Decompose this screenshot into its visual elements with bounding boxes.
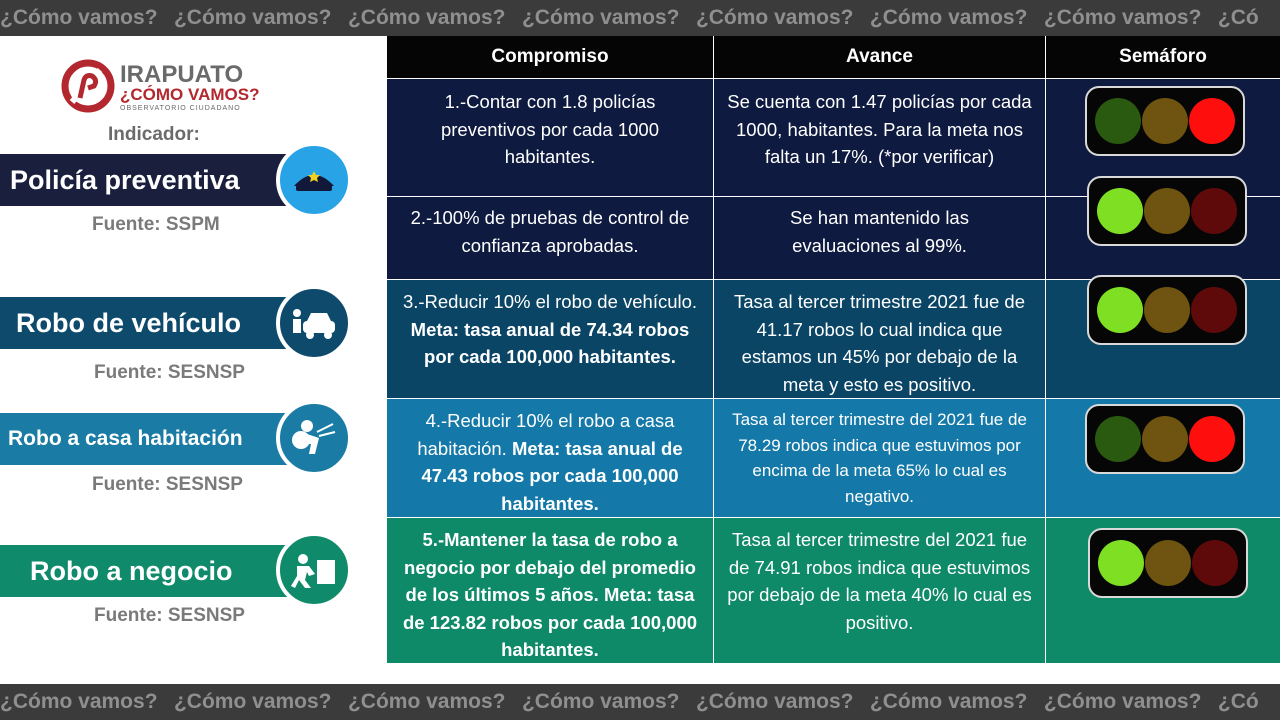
yellow-lamp-icon xyxy=(1144,188,1190,234)
cell-avance: Tasa al tercer trimestre del 2021 fue de 74.91 robos indica que estuvimos por debajo de la meta 40% lo cual es positivo. xyxy=(727,529,1032,633)
indicator-label-casa xyxy=(0,413,296,465)
indicator-label-negocio xyxy=(0,545,300,597)
column-divider xyxy=(1045,36,1046,663)
commitments-table xyxy=(387,36,1280,663)
cell-compromiso: 4.-Reducir 10% el robo a casa habitación. Meta: tasa anual de 47.43 robos por cada 100,000 habitantes. xyxy=(417,410,683,514)
irapuato-logo xyxy=(60,58,260,118)
banner-text: ¿Cómo vamos? xyxy=(0,6,158,29)
cell-avance: Se cuenta con 1.47 policías por cada 1000, habitantes. Para la meta nos falta un 17%. (*por verificar) xyxy=(727,91,1032,167)
traffic-light-red xyxy=(1085,404,1245,474)
banner-text: ¿Có xyxy=(1217,690,1259,713)
header-semaforo: Semáforo xyxy=(1046,36,1280,78)
row-divider xyxy=(387,78,1045,79)
banner-text: ¿Cómo vamos? xyxy=(521,6,680,29)
header-avance: Avance xyxy=(714,36,1045,78)
banner-text: ¿Cómo vamos? xyxy=(869,690,1028,713)
cell-avance: Se han mantenido las evaluaciones al 99%. xyxy=(790,207,969,256)
indicator-label-text: Robo a casa habitación xyxy=(8,427,243,450)
top-banner xyxy=(0,0,1280,36)
indicator-label-policia xyxy=(0,154,300,206)
green-lamp-icon xyxy=(1095,416,1141,462)
banner-text: ¿Cómo vamos? xyxy=(1043,6,1202,29)
banner-text: ¿Cómo vamos? xyxy=(173,6,332,29)
traffic-light-green xyxy=(1087,176,1247,246)
traffic-light-red xyxy=(1085,86,1245,156)
yellow-lamp-icon xyxy=(1144,287,1190,333)
green-lamp-icon xyxy=(1097,188,1143,234)
banner-text: ¿Có xyxy=(1217,6,1259,29)
bottom-banner xyxy=(0,684,1280,720)
banner-text: ¿Cómo vamos? xyxy=(1043,690,1202,713)
cell-avance: Tasa al tercer trimestre del 2021 fue de 78.29 robos indica que estuvimos por encima de la meta 65% lo cual es negativo. xyxy=(732,410,1027,506)
indicator-label-text: Robo a negocio xyxy=(30,555,233,586)
cell-compromiso: 1.-Contar con 1.8 policías preventivos por cada 1000 habitantes. xyxy=(440,91,660,167)
row-divider xyxy=(387,196,1045,197)
indicator-source: Fuente: SESNSP xyxy=(92,474,243,495)
police-cap-icon xyxy=(276,142,352,218)
indicator-label-text: Robo de vehículo xyxy=(16,307,242,338)
green-lamp-icon xyxy=(1095,98,1141,144)
cell-compromiso: 2.-100% de pruebas de control de confianza aprobadas. xyxy=(410,207,690,256)
header-compromiso: Compromiso xyxy=(387,36,713,78)
red-lamp-icon xyxy=(1192,540,1238,586)
cell-avance: Tasa al tercer trimestre 2021 fue de 41.17 robos lo cual indica que estamos un 45% por debajo de la meta y esto es positivo. xyxy=(733,291,1025,395)
indicator-source: Fuente: SESNSP xyxy=(94,605,245,626)
logo-subtitle: OBSERVATORIO CIUDADANO xyxy=(120,105,241,112)
green-lamp-icon xyxy=(1097,287,1143,333)
car-thief-icon xyxy=(276,285,352,361)
logo-mark-icon xyxy=(60,58,116,114)
traffic-light-green xyxy=(1088,528,1248,598)
banner-text: ¿Cómo vamos? xyxy=(347,690,506,713)
banner-text: ¿Cómo vamos? xyxy=(869,6,1028,29)
yellow-lamp-icon xyxy=(1142,416,1188,462)
indicator-label-text: Policía preventiva xyxy=(10,164,240,195)
indicator-source: Fuente: SSPM xyxy=(92,214,220,235)
banner-text: ¿Cómo vamos? xyxy=(173,690,332,713)
yellow-lamp-icon xyxy=(1145,540,1191,586)
indicator-source: Fuente: SESNSP xyxy=(94,362,245,383)
cell-compromiso: 3.-Reducir 10% el robo de vehículo. Meta: tasa anual de 74.34 robos por cada 100,000 habitantes. xyxy=(402,291,698,367)
banner-text: ¿Cómo vamos? xyxy=(521,690,680,713)
red-lamp-icon xyxy=(1191,188,1237,234)
banner-text: ¿Cómo vamos? xyxy=(695,6,854,29)
red-lamp-icon xyxy=(1191,287,1237,333)
burglar-icon xyxy=(276,400,352,476)
traffic-light-green xyxy=(1087,275,1247,345)
red-lamp-icon xyxy=(1189,98,1235,144)
banner-text: ¿Cómo vamos? xyxy=(347,6,506,29)
indicator-heading: Indicador: xyxy=(108,124,200,145)
shop-thief-icon xyxy=(276,532,352,608)
logo-name: IRAPUATO xyxy=(120,61,244,88)
red-lamp-icon xyxy=(1189,416,1235,462)
green-lamp-icon xyxy=(1098,540,1144,586)
banner-text: ¿Cómo vamos? xyxy=(695,690,854,713)
indicator-label-vehiculo xyxy=(0,297,300,349)
banner-text: ¿Cómo vamos? xyxy=(0,690,158,713)
logo-tagline: ¿CÓMO VAMOS? xyxy=(120,85,260,104)
cell-compromiso: 5.-Mantener la tasa de robo a negocio por debajo del promedio de los últimos 5 años. Meta: tasa de 123.82 robos por cada 100,000 habitantes. xyxy=(402,529,698,660)
yellow-lamp-icon xyxy=(1142,98,1188,144)
